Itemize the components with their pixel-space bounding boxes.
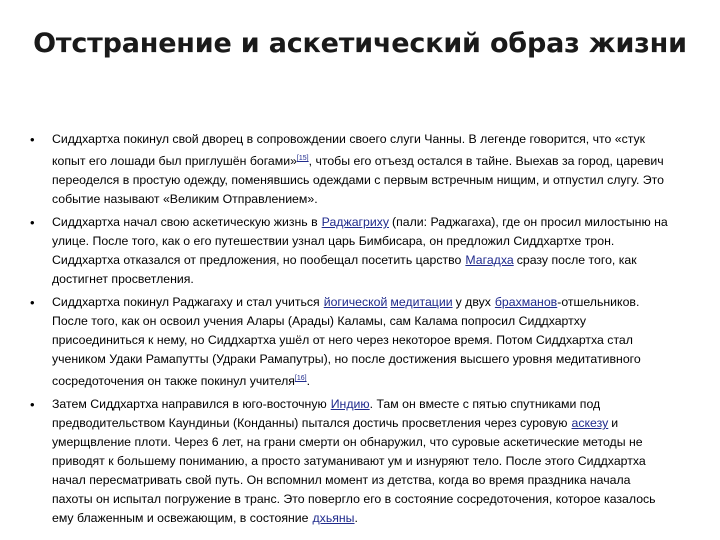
slide-body bbox=[28, 130, 668, 532]
link-asceticism[interactable]: аскезу bbox=[571, 416, 609, 430]
bullet-item bbox=[28, 130, 668, 209]
link-brahmins[interactable]: брахманов bbox=[494, 295, 558, 309]
bullet-text: Сиддхартха начал свою аскетическую жизнь в bbox=[52, 215, 318, 229]
bullet-text: -отшельников. После того, как он освоил учения Алары (Арады) Каламы, сам Калама попросил Сиддхартху присоединиться к нему, но Сиддхартха ушёл от него через некоторое время. Потом Сиддхартха стал учеником Удаки Рамапутты (Удраки Рамапутры), но после достижения высшего уровня медитативного сосредоточения он также покинул учителя bbox=[52, 295, 641, 388]
footnote-link[interactable]: [15] bbox=[296, 155, 309, 162]
bullet-text: Сиддхартха покинул Раджагаху и стал учиться bbox=[52, 295, 320, 309]
bullet-list bbox=[28, 130, 668, 528]
link-india[interactable]: Индию bbox=[330, 397, 370, 411]
bullet-item bbox=[28, 395, 668, 528]
slide-title: Отстранение и аскетический образ жизни bbox=[33, 28, 687, 59]
bullet-text: . bbox=[354, 511, 358, 525]
bullet-text: , чтобы его отъезд остался в тайне. Выехав за город, царевич переоделся в простую одежду, поменявшись одеждами с первым встречным нищим, и отпустил слугу. Это событие называют «Великим Отправлением». bbox=[52, 154, 664, 206]
footnote-link[interactable]: [16] bbox=[294, 375, 307, 382]
link-yogic[interactable]: йогической bbox=[323, 295, 388, 309]
link-dhyana[interactable]: дхьяны bbox=[312, 511, 355, 525]
link-magadha[interactable]: Магадха bbox=[465, 253, 514, 267]
bullet-text: Затем Сиддхартха направился в юго-восточную bbox=[52, 397, 327, 411]
bullet-text: сразу после того, как достигнет просветления. bbox=[52, 253, 637, 286]
link-rajagriha[interactable]: Раджагриху bbox=[321, 215, 390, 229]
link-meditation[interactable]: медитации bbox=[390, 295, 453, 309]
bullet-text: и умерщвление плоти. Через 6 лет, на грани смерти он обнаружил, что суровые аскетические методы не приводят к большему пониманию, а просто затуманивают ум и изнуряют тело. После этого Сиддхартха начал пересматривать свой путь. Он вспомнил момент из детства, когда во время праздника начала пахоты он испытал погружение в транс. Это повергло его в состояние сосредоточения, которое казалось ему блаженным и освежающим, в состояние bbox=[52, 416, 656, 525]
bullet-text: Сиддхартха покинул свой дворец в сопровождении своего слуги Чанны. В легенде говорится, что «стук копыт его лошади был приглушён богами» bbox=[52, 132, 646, 168]
bullet-text: у двух bbox=[455, 295, 491, 309]
bullet-text: . Там он вместе с пятью спутниками под предводительством Каундиньи (Конданны) пытался достичь просветления через суровую bbox=[52, 397, 601, 430]
bullet-item bbox=[28, 213, 668, 289]
bullet-text: (пали: Раджагаха), где он просил милостыню на улице. После того, как о его путешествии узнал царь Бимбисара, он предложил Сиддхартхе трон. Сиддхартха отказался от предложения, но пообещал посетить царство bbox=[52, 215, 668, 267]
bullet-text: . bbox=[306, 374, 311, 388]
bullet-item bbox=[28, 293, 668, 391]
